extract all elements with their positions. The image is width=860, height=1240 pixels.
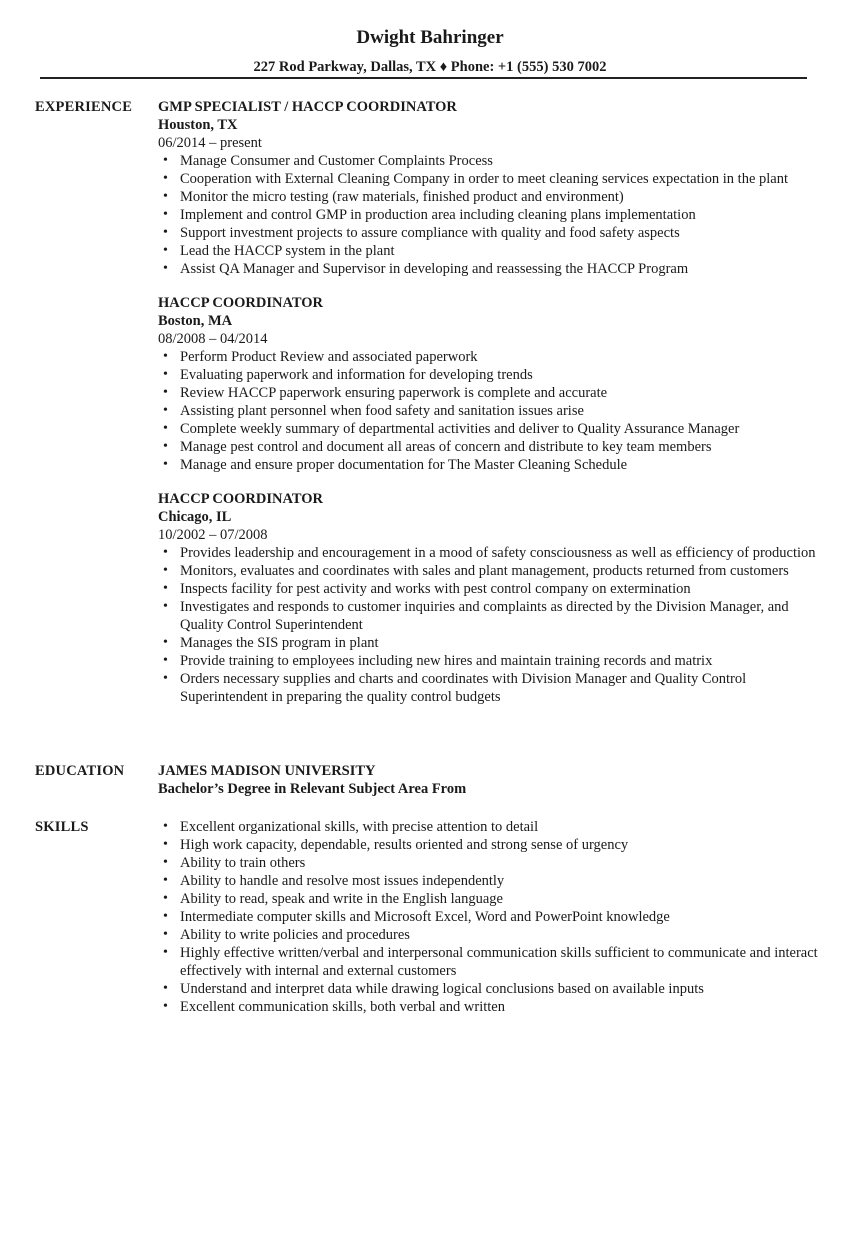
list-item-text: Implement and control GMP in production area including cleaning plans implementation: [180, 207, 696, 223]
bullet-icon: •: [163, 367, 168, 382]
list-item-text: Evaluating paperwork and information for developing trends: [180, 367, 533, 383]
candidate-name: Dwight Bahringer: [356, 27, 504, 48]
list-item: [158, 670, 818, 706]
list-item-text: Manages the SIS program in plant: [180, 635, 379, 651]
list-item: [158, 152, 818, 170]
skills-content: [158, 818, 818, 1016]
list-item: [158, 242, 818, 260]
list-item-text: High work capacity, dependable, results oriented and strong sense of urgency: [180, 837, 629, 853]
job-title: HACCP COORDINATOR: [158, 491, 324, 507]
section-label-education: EDUCATION: [35, 763, 125, 779]
list-item-text: Review HACCP paperwork ensuring paperwork is complete and accurate: [180, 385, 608, 401]
list-item: [158, 562, 818, 580]
list-item-text: Monitor the micro testing (raw materials, finished product and environment): [180, 189, 624, 205]
job-location: Houston, TX: [158, 117, 238, 133]
skills-list: [158, 818, 818, 1016]
list-item: [158, 456, 818, 474]
list-item: [158, 998, 818, 1016]
bullet-icon: •: [163, 635, 168, 650]
list-item: [158, 402, 818, 420]
list-item: [158, 348, 818, 366]
list-item: [158, 224, 818, 242]
bullet-icon: •: [163, 563, 168, 578]
bullet-icon: •: [163, 189, 168, 204]
header-divider: [40, 77, 807, 79]
bullet-icon: •: [163, 421, 168, 436]
job-dates: 06/2014 – present: [158, 135, 262, 151]
list-item-text: Excellent communication skills, both verbal and written: [180, 999, 505, 1015]
job-title: HACCP COORDINATOR: [158, 295, 324, 311]
bullet-icon: •: [163, 385, 168, 400]
contact-line: 227 Rod Parkway, Dallas, TX ♦ Phone: +1 (555) 530 7002: [253, 59, 607, 75]
education-content: [158, 762, 818, 798]
list-item: [158, 170, 818, 188]
list-item-text: Provides leadership and encouragement in a mood of safety consciousness as well as efficiency of production: [180, 545, 816, 561]
bullet-icon: •: [163, 171, 168, 186]
list-item: [158, 836, 818, 854]
list-item-text: Investigates and responds to customer inquiries and complaints as directed by the Division Manager, and Quality Control Superintendent: [180, 599, 789, 633]
job-entry: [158, 98, 818, 278]
list-item-text: Excellent organizational skills, with precise attention to detail: [180, 819, 539, 835]
list-item-text: Ability to read, speak and write in the English language: [180, 891, 503, 907]
list-item-text: Cooperation with External Cleaning Company in order to meet cleaning services expectation in the plant: [180, 171, 789, 187]
list-item: [158, 818, 818, 836]
job-dates: 08/2008 – 04/2014: [158, 331, 268, 347]
section-label-skills: SKILLS: [35, 819, 89, 835]
bullet-icon: •: [163, 349, 168, 364]
list-item: [158, 438, 818, 456]
bullet-icon: •: [163, 457, 168, 472]
job-location: Boston, MA: [158, 313, 233, 329]
education-degree: Bachelor’s Degree in Relevant Subject Area From: [158, 781, 467, 797]
bullet-icon: •: [163, 153, 168, 168]
bullet-icon: •: [163, 403, 168, 418]
bullet-icon: •: [163, 945, 168, 960]
list-item: [158, 634, 818, 652]
list-item-text: Highly effective written/verbal and interpersonal communication skills sufficient to communicate and interact effectively with internal and external customers: [180, 945, 818, 979]
bullet-icon: •: [163, 981, 168, 996]
job-bullets: [158, 152, 818, 278]
list-item: [158, 980, 818, 998]
list-item-text: Support investment projects to assure compliance with quality and food safety aspects: [180, 225, 680, 241]
list-item-text: Ability to train others: [180, 855, 306, 871]
list-item-text: Ability to handle and resolve most issues independently: [180, 873, 505, 889]
list-item: [158, 366, 818, 384]
bullet-icon: •: [163, 653, 168, 668]
list-item: [158, 420, 818, 438]
list-item: [158, 652, 818, 670]
list-item-text: Lead the HACCP system in the plant: [180, 243, 395, 259]
bullet-icon: •: [163, 545, 168, 560]
list-item-text: Manage and ensure proper documentation for The Master Cleaning Schedule: [180, 457, 628, 473]
list-item-text: Ability to write policies and procedures: [180, 927, 410, 943]
bullet-icon: •: [163, 671, 168, 686]
list-item: [158, 260, 818, 278]
list-item-text: Assist QA Manager and Supervisor in developing and reassessing the HACCP Program: [180, 261, 689, 277]
list-item: [158, 872, 818, 890]
list-item: [158, 908, 818, 926]
list-item-text: Manage pest control and document all areas of concern and distribute to key team members: [180, 439, 712, 455]
list-item-text: Provide training to employees including new hires and maintain training records and matrix: [180, 653, 713, 669]
bullet-icon: •: [163, 873, 168, 888]
list-item: [158, 926, 818, 944]
job-bullets: [158, 544, 818, 706]
list-item-text: Monitors, evaluates and coordinates with sales and plant management, products returned from customers: [180, 563, 789, 579]
bullet-icon: •: [163, 927, 168, 942]
list-item: [158, 854, 818, 872]
bullet-icon: •: [163, 999, 168, 1014]
section-label-experience: EXPERIENCE: [35, 99, 133, 115]
job-title: GMP SPECIALIST / HACCP COORDINATOR: [158, 99, 457, 115]
bullet-icon: •: [163, 891, 168, 906]
list-item: [158, 580, 818, 598]
education-school: JAMES MADISON UNIVERSITY: [158, 763, 376, 779]
list-item: [158, 598, 818, 634]
list-item-text: Understand and interpret data while drawing logical conclusions based on available inputs: [180, 981, 704, 997]
job-location: Chicago, IL: [158, 509, 232, 525]
list-item-text: Intermediate computer skills and Microsoft Excel, Word and PowerPoint knowledge: [180, 909, 670, 925]
bullet-icon: •: [163, 837, 168, 852]
list-item-text: Inspects facility for pest activity and works with pest control company on extermination: [180, 581, 691, 597]
job-entry: [158, 294, 818, 474]
list-item-text: Perform Product Review and associated paperwork: [180, 349, 478, 365]
job-entry: [158, 490, 818, 706]
bullet-icon: •: [163, 909, 168, 924]
list-item: [158, 384, 818, 402]
list-item-text: Assisting plant personnel when food safety and sanitation issues arise: [180, 403, 584, 419]
bullet-icon: •: [163, 819, 168, 834]
resume-header: [0, 26, 860, 76]
bullet-icon: •: [163, 599, 168, 614]
list-item: [158, 206, 818, 224]
list-item: [158, 944, 818, 980]
bullet-icon: •: [163, 261, 168, 276]
bullet-icon: •: [163, 439, 168, 454]
experience-content: [158, 98, 818, 722]
list-item: [158, 188, 818, 206]
job-dates: 10/2002 – 07/2008: [158, 527, 268, 543]
bullet-icon: •: [163, 855, 168, 870]
list-item-text: Orders necessary supplies and charts and coordinates with Division Manager and Quality Control Superintendent in preparing the quality control budgets: [180, 671, 747, 705]
bullet-icon: •: [163, 225, 168, 240]
bullet-icon: •: [163, 207, 168, 222]
bullet-icon: •: [163, 581, 168, 596]
list-item: [158, 544, 818, 562]
list-item: [158, 890, 818, 908]
bullet-icon: •: [163, 243, 168, 258]
list-item-text: Complete weekly summary of departmental activities and deliver to Quality Assurance Manager: [180, 421, 740, 437]
list-item-text: Manage Consumer and Customer Complaints Process: [180, 153, 493, 169]
job-bullets: [158, 348, 818, 474]
